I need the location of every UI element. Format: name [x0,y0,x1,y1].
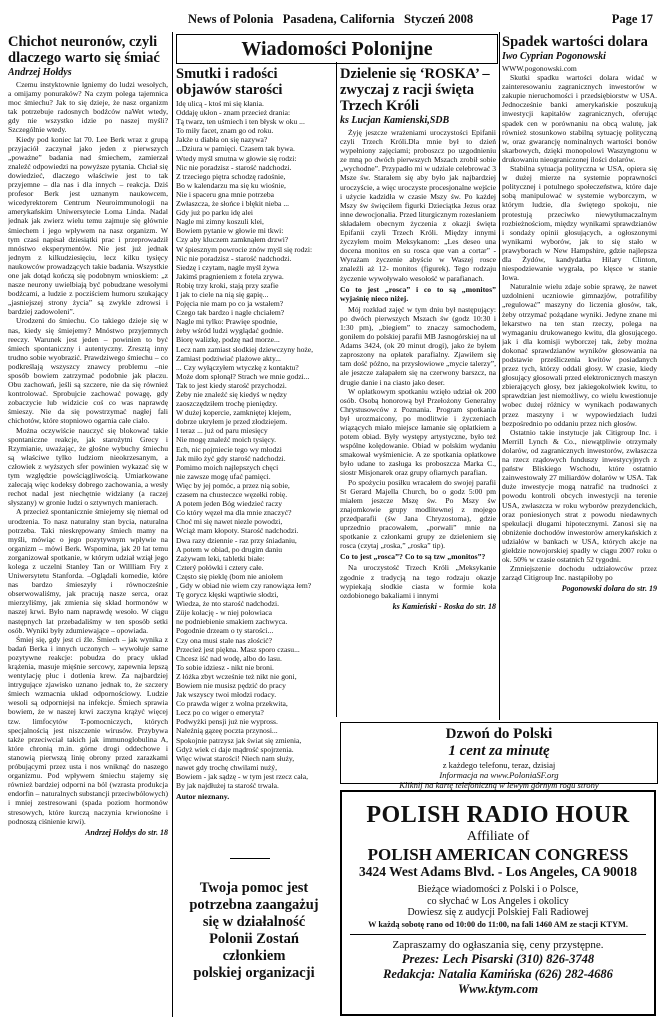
article-roska [340,30,496,720]
page-number: Page 17 [611,12,653,26]
poem-line: A potem w obiad, po drugim daniu [176,544,283,554]
poem-line: Tę gorycz kłęski wąptiwie słodzi, [176,590,279,600]
poem-line: Więc by jej pomóc, a przez nią sobie, [176,480,290,490]
poem-line: Siedzę i czytam, nagle myśl żywa [176,262,279,272]
paragraph: Mój rozkład zajęć w tym dniu był następujący: po dwóch pierwszych Mszach św (godz 10:30 i 1:30 pm), „biegiem” to znaczy samochodem, goniłem do polskiej parafii MB Jasnogórskiej na ul Adams 3424, (ok 20 minut drogi), jako że byłem zaproszony na opłatek parafialny. Zjawiłem się tam dość późno, na przysłowiowe „mycie talerzy”, ale jeszcze załapałem się na czerwony barszcz, na drugie danie i na ciasto jako deser. [340,304,496,387]
article-body [8,80,168,826]
poem-line: By jak najdłużej ta starość trwała. [176,781,279,791]
poem-line: Bowiem nie musisz pędzić do pracy [176,681,286,690]
ad-link[interactable]: Informacja na www.PoloniaSF.org [439,770,559,780]
poem-line: Jakże u diabła on się nazywa? [176,135,268,145]
publication-location: Pasadena, California [282,12,395,26]
poem-line: Tą twarz, ten uśmiech i ten błysk w oku ... [176,117,305,127]
poem-line: W śpiesznym powrocie znów myśl się rodzi: [176,244,313,254]
page-header [8,12,655,28]
section-banner: Wiadomości Polonijne [176,34,498,64]
paragraph: W opłatkowym spotkaniu wzięło udział ok 200 osób. Osobą honorową był Przełożony Generalny Chrystusowców z Poznania. Program spotkania był urozmaicony, po modlitwie i życzeniach wiązących miało miejsce łamanie się opłatkiem a potem obiad. Były występy artystyczne, było też wspólne kolędowanie. Obiad w polskim wydaniu smakował wyśmienicie. A ze spotkania opłatkowe było udane to zasługa ks proboszcza Marka C., siostr Misjonarek oraz grupy ofiarnych parafian. [340,386,496,478]
paragraph: A przecież spontanicznie śmiejemy się niemal od urodzenia. To nasz naturalny stan bycia, naturalna potrzeba. Taki nieskrępowany śmiech mamy na myśli, mówiąc o jego pozytywnym wpływie na organizm – mówi Berk. Wspomina, jak 20 lat temu zorganizował spotkanie, w którym udział wziął jego kolega z uczelni Stanley Tan or Willliam Fry z Uniwersytetu Stanforda. –Oglądali komedie, które nas bardzo śmieszyły i równocześnie obserwowaliśmy, jak pracują nasze serca, oraz mierzyliśmy, jak zmienia się skład hormonów w naszej krwi. Było nam naprawdę wesoło. W ciągu następnych lat przebadaliśmy w ten sposób setki osób. Wyniki były zdumiewające – opowiada. [8,507,168,635]
ad-line: Kliknij na kartę telefoniczną w lewym górnym rogu strony [399,780,599,790]
poem-line: Pomimo moich najlepszych chęci [176,462,279,472]
ad-contact: Redakcja: Natalia Kamińska (626) 282-4686 [383,966,613,981]
ad-title: POLISH RADIO HOUR [366,802,630,828]
poem-line: Żeby nie znaleźć się kiedyś w nędzy [176,390,287,399]
subheading: Co to jest „rosca” i co to są „monitos” wyjaśnię nieco niżej. [340,284,496,303]
article-dolar [502,30,657,755]
promo-line: członkiem [222,948,286,964]
poem-line: Idę ulicą - ktoś mi się kłania. [176,99,264,108]
divider [230,858,270,859]
ad-schedule: W każdą sobotę rano od 10:00 do 11:00, na fali 1460 AM ze stacji KTYM. [368,919,628,929]
ad-price: 1 cent za minutę [448,743,550,759]
poem-line: Wtedy myśl smutna w głowie się rodzi: [176,153,297,163]
poem-line: Züje kołację - w niej połowiaca [176,608,272,618]
poem-line: ne podniebienie smakiem zachwyca. [176,617,288,627]
paragraph: Skutki spadku wartości dolara widać w zainteresowaniu zagranicznych inwestorów w zakupie nieruchomości i przedsiębiorstw w USA. Jednocześnie banki amerykańskie poszukują inwestycji kapitałów zagranicznych, oferując spadek cen w porównaniu na obcą walutę, jak również stosunkowo stabilną sytuację polityczną w, oraz gwarancję nominalnych wartości bonów skarbowych, dzięki monopolowi Waszyngtonu w drukowaniu nieograniczonej ilości dolarów. [502,73,657,164]
ad-address: 3424 West Adams Blvd. - Los Angeles, CA 90018 [358,864,638,879]
article-author: Andrzej Hołdys [8,67,72,78]
poem-line: Bowiem - jak sądzę - w tym jest rzecz cała, [176,771,308,781]
poem-line: A potem jeden Bóg wiedzieć raczy [176,499,283,509]
poem-line: Więc wiwat starości! Niech nam służy, [176,753,295,763]
poem-line: Co prawda wiger z wolna przekwita, [176,699,288,709]
poem-line: Pogodnie drzeam o ty starości... [176,626,274,636]
continued-note: Andrzej Hołdys do str. 18 [85,827,168,837]
article-title: Spadek wartości dolara [502,34,648,50]
paragraph: Na uroczystość Trzech Króli „Meksykanie zgodnie z tradycją na tego rodzaju okazje wypiekają słodkie ciasta w formie koła ozdobionego bakaliami i innymi [340,563,496,600]
paragraph: Śmiej się, gdy jest ci źle. Śmiech – jak wynika z badań Berka i innych uczonych – wywołuje same pozytywne reakcje: pobudza do pracy układ krążenia, masuje mięśnie sercowy, zapewnia lepszą wentylację płuc i dotlenia krew. Za najbardziej intrygujące zjawisko uznano jednak to, że szczery śmiech wzmacnia układ odpornościowy. Ludzie wesoli są odporniejsi na infekcje. Śmiech sprawia bowiem, że w naszej krwi zaczyna krążyć więcej tzw. limfocytów T-pomocniczych, których specjalnością jest niszczenie wirusów. Przybywa także przeciwciał takich jak immunoglobulina A, które chronią m.in. górne drogi oddechowe i stanowią pierwszą linię obrony przed zarazkami próbującymi przez usta i nos wniknąć do naszego organizmu. Pod wpływem śmiechu stajemy się również bardziej odporni na ból (wzrasta produkcja endorfin – naturalnych substancji przeciwbólowych) i mniej zestresowani (spada poziom hormonów stresowych, które kurczą naczynia krwionośne i podnoszą ciśnienie krwi). [8,634,168,826]
article-author: ks Lucjan Kamienski,SDB [340,115,450,126]
poem-line: Bo w kalendarzu ma się ku wiośnie, [176,180,286,190]
promo-twoja-pomoc [176,880,332,1005]
poem-line: I jak to ciele na nią się gapię... [176,289,269,299]
poem-line: Nie i spaceru gna mnie potrzeba [176,189,275,199]
promo-line: potrzebna zaangażuj [189,897,319,913]
poem-line: Czego tak bardzo i nagle chciałem? [176,308,285,318]
poem-line: Może dom spłonął? Strach we mnie godzi... [176,371,310,381]
poem-line: Dwa razy dziennie - raz przy śniadaniu, [176,535,297,545]
poem-line: Podwyżki pensji już nie wypross. [176,717,278,727]
ad-polish-radio-hour [340,790,656,1016]
poem-body [176,99,332,790]
poem-line: Zażywam leki, tabletki białe: [176,553,265,563]
ad-affiliate: Affiliate of [466,829,530,844]
poem-line: Czterý połówki i cztery całe. [176,562,264,572]
poem-line: ...Dziura w pamięci. Czasem tak bywa. [176,144,295,154]
poem-line: Oddaję ukłon - znam przecież drania: [176,108,291,118]
poem-line: nie zawsze mogę ufać pamięci. [176,471,271,481]
poem-line: dobrze ukryłem je przed złodziejem. [176,417,288,427]
subheading: Co to jest „rosca”? Co to są tzw „monitos”? [340,552,486,562]
paragraph: Naturalnie wielu zdaje sobie sprawę, że nawet uzdolnieni uczniowie gimnazjów, potrafiliby „regulować” maszyny do liczenia głosów, tak, żeby otrzymać pożądane wyniki. Jedyne znane mi lekarstwo na ten stan rzeczy, polega na wymaganiu drukowanego kwitu, dla głosującego. jak i dla komisji wyborczej tak, żeby można dokonać sprawdzianów wyników głosowania na podstawie prześliczenia kwitów posiadanych przez tych, którzy oddali głosy. W czasie, kiedy głosujący głosowali przed elektronicznych maszyn zbierających głosy, bez jakiegokolwiek kwitu, to sprawdzian jest niemożliwy, co wielu kwestionuje wobec dużej różnicy w wynikach podawanych przez maszyny i w wypowiedziach ludzi bezpośrednio po oddaniu przez nich głosów. [502,282,657,428]
poem-line: Gdyż wiek ci daje mądrość spojrzenia. [176,744,294,754]
poem-line: czasem na chusteczce węzełki robię. [176,490,288,500]
poem-line: żeby wśród ludzi wyglądać godnie. [176,326,284,336]
ad-line: Dowiesz się z audycji Polskiej Fali Radiowej [407,907,589,918]
publication-date: Styczeń 2008 [403,12,474,26]
poem-line: Czy aby kluczem zamknąłem drzwi? [176,235,289,245]
poem-line: Zwłaszcza, że słońce i błękit nieba ... [176,199,290,209]
poem-line: Choć mi się nawet niezle powodzi, [176,517,283,527]
poem-line: Jak wszyscy twoi młodzi rodacy. [176,690,277,700]
paragraph: Można oczywiście nauczyć się blokować takie spontaniczne reakcje, jak starożytni Grecy i Rzymianie, uważając, że głośne wybuchy śmiechu są właściwe tylko ludziom nieokrzesanym, a człowiek z wyższych sfer powinien wykazać się w tym względzie powściągliwością. Umiarkowane zalecają więc kodeksy dobrego zachowania, a wesły rechot nadal jest niechętnie widziany (a raczej słyszany) w gronie ludzi o sztywnych manierach. [8,425,168,508]
ad-title: Dzwoń do Polski [445,726,553,742]
poem-line: Biorę walizkę, podzę nad morze... [176,335,280,345]
poem-line: nawet gdy trochę chwilami nużý, [176,762,278,772]
poem-line: Lecz nam zamiast słodkiej dziewczyny hoże, [176,344,314,354]
poem-line: Ech, nic pojmiecie tego wy młodzi [176,444,282,454]
ad-website[interactable]: Www.ktym.com [457,981,539,996]
poem-line: Wciąż mam kłopoty. Starość nadchodzi. [176,526,299,536]
article-body [340,128,496,600]
poem-line: Co który węzeł ma dla mnie znaczyć? [176,508,292,518]
article-title: Smutki i radości objawów starości [176,66,283,98]
poem-line: Gdy już po parku idę alei [176,208,253,218]
poem-line: Zamiast podziwiać plażowe akty... [176,353,281,363]
poem-line: Nic nie poradzisz - starość nadchodzi. [176,162,292,172]
column-divider [336,62,337,717]
promo-line: polskiej organizacji [193,965,315,981]
poem-line: Lecz po co wiger o emeryta? [176,708,264,718]
poem-line: ... Czy wyłączyłem wtyczkę z kontaktu? [176,362,299,372]
poem-line: Często się pieklę (bom nie aniołem [176,571,283,581]
poem-line: Chcesz iść nad wodę, albo do lasu. [176,653,282,663]
poem-line: , Gdy w obiad nie wiem czy ranowiąza łem? [176,580,312,590]
ad-contact: Prezes: Lech Pisarski (310) 826-3748 [401,951,595,966]
poem-line: Jak miło żyć gdy starość nadchodzi. [176,453,286,463]
divider [350,934,646,935]
article-title: Chichot neuronów, czyli dlaczego warto się śmiać [8,34,160,66]
poem-line: I teraz ... już od paru miesięcy [176,426,268,436]
column-divider [172,32,173,1017]
poem-line: Z trzeciego piętra schodzę radośnie, [176,171,286,181]
poem-line: Wiedza, że nto starość nadchodzi. [176,599,280,609]
paragraph: Czemu instyktownie lgniemy do ludzi wesołych, a omijamy ponuraków? Na czym polega tajemnica moc śmiechu? Jak to się dzieje, że nasz organizm tak potrzebuje radosnych bodźców naWet wtedy, gdy nie wszystko idzie po naszej myśli? Szczególnie wtedy. [8,80,168,135]
promo-line: się w działalność [202,914,306,930]
paragraph: Urodzeni do śmiechu. Co takiego dzieje się w nas, kiedy się śmiejemy? Mnóstwo przyjemnych reeczy. Warunek jest jeden – powinien to być śmiech spontaniczny i autentyczny. Zresztą inny trudno sobie wyobrazić. Prawdziwego śmiechu – co podkreślają wszyszcy znawcy problemu –nie sposób bowiem zatrzymać podobnie jak płaczu. Obu zachowań, jeśli są szczere, nie da się również kontrolować. Sprobujcie zachować powagę, gdy zobaczycie lub widzicie coś co was naprawdę śmieszy. Nie da się powstrzymać nagłej fali chichotów, które stopniowo ogarnia całe ciało. [8,316,168,426]
ad-dzwon-do-polski [340,722,658,790]
ad-line: co słychać w Los Angeles i okolicy [427,895,569,907]
poem-line: Bowiem pytanie w głowie mi tkwi: [176,226,284,236]
continued-note: Pogonowski dolara do str. 19 [561,584,657,594]
paragraph: Żyję jeszcze wrażeniami uroczystości Epifanii czyli Trzech Króli.Dla mnie był to dzień wypełniony zajęciami; proboszcz po uzgodnieniu ze mną po dwóch pierwszych Mszach zrobił sobie „wychodne”. Przypadło mi w udziale celebrować 3 Msze św. Starałem się aby było jak najbardziej uroczyście, a więc uroczyste procesjonalne wejście i użycie kadzidła w czasie Mszy św. Po każdej Mszy św święciłem figurki Dzieciątka Jezus oraz inne dewocjonalia. Przed liturgicznym rozesłaniem składałem obecnym życzenia z okazji święta Epifanii czyli Trzech Króli. Między innymi życzyłem moim Meksykanom: „Les deseo una docena monitos en su rosca que van a cortar” - Wyrażam życzenie abyście w Waszej rosce znaleźli aż 12- monitos (figurek). Tego rodzaju życzenie wywoływało wesołość w parafianach. [340,128,496,283]
poem-line: Z łóżka zbyt wcześnie też nikt nie goni, [176,671,297,681]
ad-line: Bieżące wiadomości z Polski i o Polsce, [417,884,579,895]
poem-line: Nic nie poradzisz - starość nadchodzi. [176,253,292,263]
paragraph: Po spożyciu posiłku wracałem do swojej parafii St Gerard Majella Church, bo o godz 5:00 pm miałem jeszcze Mszę św. Po Mszy św znajomkowie grupy modlitewnej z mojego przedparafii (św Jana Chryzostoma), gdzie uprzednio pracowałem, „porwali” mnie na spotkanie z członkami grupy ze dzieleniem się rosca (czytaj „roska,” „roska” tip). [340,477,496,551]
ad-line: z każdego telefonu, teraz, dzisiaj [442,760,556,770]
article-author: Iwo Cyprian Pogonowski [502,51,606,62]
poem-line: Czy ona musi stale nas złościć? [176,635,272,645]
paragraph: Kiedy pod koniec lat 70. Lee Berk wraz z grupą przyjaciół zaczynał jako jeden z pierwszych „poważne” badania nad śmiechem, zamierzał znaleźć odpowiedzi na powyższe pytania. Chciał się dowiedzieć, dlaczego właściwie jest to tak przyjemne – dla nas i dla innych – reakcja. Dziś profesor Berk jest uznanym naukowcem, wicedyrektorem Centrum Neuroimmunologii na amerykańskim Uniwersytecie Loma Linda. Nadal jednak jak zwierz wielu temu zajmuje się głównie śmiechem i jego wpływem na nasz organizm. W tym czasi napisał dziesiątki prac i przeprowadził mnóstwo eksperymentów. Nie jest już jednak jednym z kilkudziesięciu, lecz kilku tysięcy naukowców prowadzących takie badania. Wszystkie one jak dotąd kończą się podobnym wnioskiem: „z nasze neurony uwielbiają być pobudzane wesołymi bodźcami, a ludzie z pocziściem humoru szukający „jasniejszej strony życia” są zwykle zdrowsi i bardziej zadowoleni”. [8,134,168,317]
article-chichot [8,30,168,1015]
poem-line: Naleźnią gązeę poczta przynosi... [176,726,278,736]
poem-line: Jakimś pragnieniem z fotela zrywa. [176,271,284,281]
poem-line: W dużej kopercie, zamkniętej klejem, [176,408,291,418]
publication-name: News of Polonia [188,12,274,26]
poem-line: Nagle mi zimny koszuli klei, [176,217,264,227]
poem-line: Nie mogę znaleźć moich tysięcy. [176,435,277,445]
poem-line: zaoszczędziłem trochę pieniędzy. [176,399,278,409]
author-website: WWW.pogonowski.com [502,64,577,73]
paragraph: Stabilna sytuacja polityczna w USA, opiera się w dużej mierze na systemie poprawności politycznej i potulnego społeczeństwa, które daje sobą manipulować w systemie wyborczym, w którym ludzie, dla świętego spokoju, nie protestują przeciwko niewytłumaczalnym rozbieżnościom, między wynikami sprawdzianów i sondaży opinii głosujących, a ogłoszonymi wynikami wyborów, jak to się stało w prawyborach w New Hampshire, gdzie najlepsza dla Żydów, kandydatka Hilary Clinton, niespodziewanie wygrała, po klęsce w stanie Iowa. [502,164,657,283]
poem-line: Przecież jest piękna. Masz sporo czasu... [176,644,300,654]
promo-line: Twoja pomoc jest [199,880,309,896]
poem-author: Autor nieznany. [176,792,230,802]
continued-note: ks Kamieński - Roska do str. 18 [392,601,496,611]
paragraph: Ostatnio takie instytucje jak Citigroup Inc. i Merrill Lynch & Co., niewątpliwie otrzymały dolarów, od zagranicznych inwestorów, zwłaszcza na rzecz rządowych funduszy inwestycyjnych z państw Bliskiego Wschodu, które ostatnio zainwestowały 27 miliardów dolarów w USA. Tak duże inwestycje mogą natrafić na trudności z powodu kontroli obcych inwestycji na terenie USA, zwłaszcza w roku wyborów prezydenckich, oraz poniesionych strat z powodu niedawnych spekulacji długami hipotecznymi. Zanosi się na obniżenie dochodów inwestorów amerykańskich z udziałów w bankach w USA, których akcje na giełdzie nowojorskiej spadły w ciągu 2007 roku o ok. 50% w czasie ostatnich 52 tygodni. [502,427,657,565]
poem-line: Nagle mi tylko: Prawięe spodnie, [176,317,278,327]
article-poem [176,30,332,815]
header-masthead [188,12,473,27]
poem-line: Spokojnie patrzysz jak świat się zmienia, [176,735,302,745]
poem-line: To sobie idziesz - nikt nie broni. [176,662,274,672]
poem-line: Pojęcia nie mam po co ja wstałem? [176,299,284,309]
article-title: Dzielenie się ‘ROSKA’ – zwyczaj z racji święta Trzech Króli [340,66,490,114]
article-body [502,73,657,582]
poem-line: Tak to jest kiedy starość przychodzi. [176,380,287,390]
column-divider [499,32,500,720]
paragraph: Zmniejszenie dochodu udziałowców przez zarząd Citigroup Inc. nastąpiłoby po [502,564,657,583]
poem-line: Robię trzy kroki, stają przy szafie [176,280,279,290]
ad-organization: POLISH AMERICAN CONGRESS [367,845,629,864]
poem-line: To miły facet, znam go od roku. [176,126,274,136]
ad-line: Zapraszamy do ogłaszania się, ceny przystępne. [392,938,604,951]
promo-line: Polonii Zostań [209,931,299,947]
